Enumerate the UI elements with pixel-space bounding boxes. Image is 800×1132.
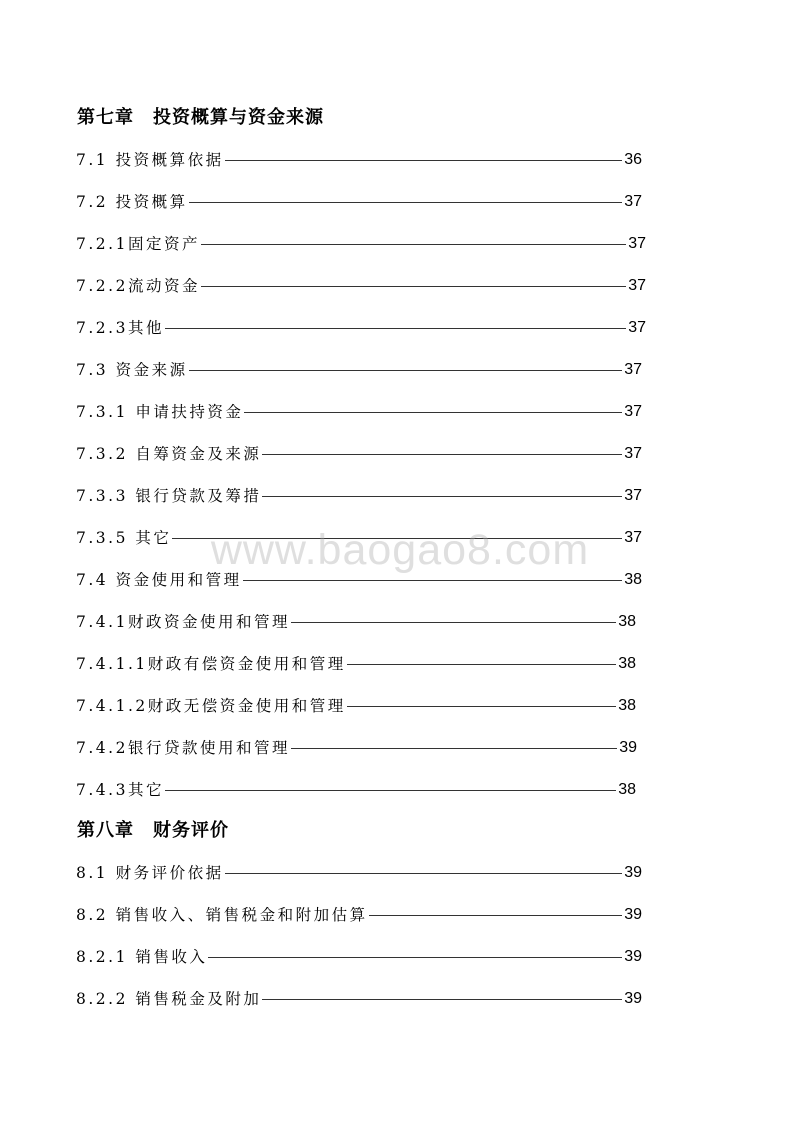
toc-entry-label: 7.2.2流动资金 (76, 277, 200, 295)
toc-entry-label: 7.3.2 自筹资金及来源 (76, 445, 262, 463)
dot-leader (244, 412, 622, 413)
toc-entry[interactable] (76, 190, 642, 214)
chapter-heading: 第七章 投资概算与资金来源 (77, 107, 324, 128)
toc-entry-label: 7.3.1 申请扶持资金 (76, 403, 244, 421)
toc-entry[interactable] (76, 987, 642, 1011)
dot-leader (262, 999, 622, 1000)
toc-entry[interactable] (76, 694, 636, 718)
toc-page-number: 37 (628, 235, 646, 252)
toc-page-number: 38 (618, 781, 636, 798)
dot-leader (262, 496, 622, 497)
dot-leader (208, 957, 622, 958)
toc-entry-label: 7.4.3其它 (76, 781, 164, 799)
toc-entry[interactable] (76, 232, 646, 256)
toc-page-number: 37 (624, 445, 642, 462)
toc-entry-label: 8.2.1 销售收入 (76, 948, 208, 966)
toc-entry-label: 7.2.3其他 (76, 319, 164, 337)
toc-page-number: 37 (624, 529, 642, 546)
toc-entry[interactable] (76, 903, 642, 927)
dot-leader (347, 664, 616, 665)
toc-entry-label: 7.4.1.2财政无偿资金使用和管理 (76, 697, 346, 715)
toc-entry-label: 8.1 财务评价依据 (76, 864, 224, 882)
dot-leader (165, 328, 626, 329)
toc-entry-label: 7.3 资金来源 (76, 361, 188, 379)
toc-entry-label: 7.4.1财政资金使用和管理 (76, 613, 290, 631)
toc-entry-label: 7.1 投资概算依据 (76, 151, 224, 169)
toc-page-number: 39 (624, 906, 642, 923)
toc-entry[interactable] (76, 148, 642, 172)
toc-entry[interactable] (76, 945, 642, 969)
toc-entry[interactable] (76, 861, 642, 885)
toc-entry[interactable] (76, 610, 636, 634)
dot-leader (225, 160, 623, 161)
toc-entry-label: 7.2.1固定资产 (76, 235, 200, 253)
toc-page-number: 39 (624, 948, 642, 965)
dot-leader (189, 370, 623, 371)
toc-page-number: 39 (619, 739, 637, 756)
toc-entry[interactable] (76, 778, 636, 802)
dot-leader (201, 244, 626, 245)
toc-page-number: 37 (628, 319, 646, 336)
toc-entry-label: 7.3.3 银行贷款及筹措 (76, 487, 262, 505)
toc-entry-label: 7.2 投资概算 (76, 193, 188, 211)
toc-entry[interactable] (76, 652, 636, 676)
toc-entry-label: 8.2.2 销售税金及附加 (76, 990, 262, 1008)
dot-leader (347, 706, 616, 707)
toc-page-number: 39 (624, 864, 642, 881)
toc-entry[interactable] (76, 736, 637, 760)
toc-page-number: 37 (624, 487, 642, 504)
toc-entry-label: 8.2 销售收入、销售税金和附加估算 (76, 906, 368, 924)
toc-entry-label: 7.3.5 其它 (76, 529, 172, 547)
watermark: www.baogao8.com (210, 526, 590, 574)
dot-leader (165, 790, 616, 791)
toc-page-number: 37 (624, 193, 642, 210)
toc-entry[interactable] (76, 442, 642, 466)
dot-leader (201, 286, 626, 287)
toc-entry-label: 7.4.2银行贷款使用和管理 (76, 739, 290, 757)
dot-leader (291, 748, 617, 749)
toc-page-number: 39 (624, 990, 642, 1007)
toc-entry[interactable] (76, 274, 646, 298)
toc-page-number: 38 (624, 571, 642, 588)
toc-page-number: 38 (618, 655, 636, 672)
toc-page-number: 37 (628, 277, 646, 294)
dot-leader (189, 202, 623, 203)
toc-page-number: 37 (624, 361, 642, 378)
toc-entry[interactable] (76, 316, 646, 340)
toc-page-number: 38 (618, 613, 636, 630)
dot-leader (225, 873, 623, 874)
toc-page-number: 37 (624, 403, 642, 420)
toc-entry-label: 7.4 资金使用和管理 (76, 571, 242, 589)
toc-entry[interactable] (76, 358, 642, 382)
dot-leader (369, 915, 623, 916)
dot-leader (262, 454, 622, 455)
toc-entry[interactable] (76, 400, 642, 424)
chapter-heading: 第八章 财务评价 (77, 820, 229, 841)
toc-entry[interactable] (76, 484, 642, 508)
dot-leader (291, 622, 616, 623)
toc-entry-label: 7.4.1.1财政有偿资金使用和管理 (76, 655, 346, 673)
toc-page-number: 36 (624, 151, 642, 168)
toc-entry[interactable] (76, 568, 642, 592)
toc-page-number: 38 (618, 697, 636, 714)
dot-leader (243, 580, 623, 581)
toc-entry[interactable] (76, 526, 642, 550)
dot-leader (172, 538, 622, 539)
